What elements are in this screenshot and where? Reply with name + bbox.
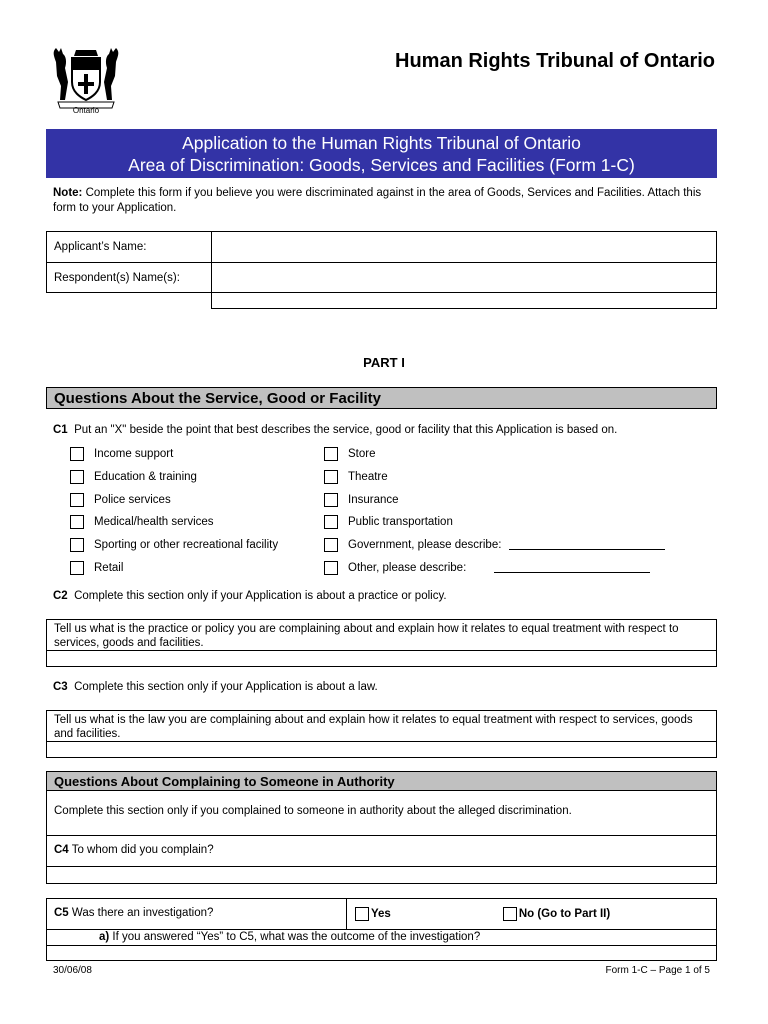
section-heading-service: Questions About the Service, Good or Facility (46, 387, 717, 409)
option-label: Medical/health services (94, 516, 214, 528)
c5-table (46, 898, 717, 961)
checkbox[interactable] (324, 447, 338, 461)
c5-number: C5 (54, 907, 69, 919)
other-describe-field[interactable] (494, 563, 650, 573)
c5a-number: a) (99, 931, 110, 943)
c5-yes-option[interactable] (355, 899, 391, 929)
part-title: PART I (363, 355, 405, 370)
checkbox[interactable] (70, 447, 84, 461)
option-theatre[interactable] (324, 469, 388, 485)
option-label: Theatre (348, 471, 388, 483)
option-label: Public transportation (348, 516, 453, 528)
option-label: Retail (94, 562, 124, 574)
option-insurance[interactable] (324, 492, 399, 508)
option-label: Police services (94, 494, 171, 506)
checkbox[interactable] (70, 561, 84, 575)
c5-no-option[interactable] (503, 899, 610, 929)
c2-answer-box[interactable] (46, 619, 717, 667)
form-title-banner (46, 129, 717, 178)
respondent-row (46, 262, 717, 293)
note-label: Note: (53, 187, 83, 199)
option-label: Sporting or other recreational facility (94, 539, 279, 551)
option-label: Insurance (348, 494, 399, 506)
respondent-name-field-extra[interactable] (211, 293, 717, 309)
c5-row (47, 899, 716, 930)
c2-number: C2 (53, 590, 68, 602)
checkbox[interactable] (324, 561, 338, 575)
c4-answer-field[interactable] (47, 867, 716, 883)
option-income-support[interactable] (70, 446, 173, 462)
option-store[interactable] (324, 446, 376, 462)
names-table (46, 231, 717, 293)
c3-prompt: Tell us what is the law you are complaining about and explain how it relates to equal treatment with respect to services, goods and facilities. (47, 711, 716, 742)
option-label: Store (348, 448, 376, 460)
option-retail[interactable] (70, 560, 123, 576)
authority-intro: Complete this section only if you complained to someone in authority about the alleged discrimination. (47, 790, 716, 836)
checkbox[interactable] (70, 493, 84, 507)
c5-text: Was there an investigation? (68, 907, 214, 919)
option-label: Other, please describe: (348, 562, 467, 574)
c2-answer-field[interactable] (47, 651, 716, 666)
question-c1 (53, 424, 617, 436)
option-other[interactable] (324, 560, 650, 576)
c4-text: To whom did you complain? (68, 844, 214, 856)
section-heading-authority: Questions About Complaining to Someone in Authority (46, 771, 717, 791)
c5-yes-label: Yes (371, 908, 391, 920)
checkbox[interactable] (70, 515, 84, 529)
c4-number: C4 (54, 844, 69, 856)
c5a-answer-field[interactable] (47, 946, 716, 960)
c2-text: Complete this section only if your Application is about a practice or policy. (74, 590, 447, 602)
c3-number: C3 (53, 681, 68, 693)
option-education-training[interactable] (70, 469, 197, 485)
c1-number: C1 (53, 424, 68, 436)
government-describe-field[interactable] (509, 540, 665, 550)
respondent-name-field[interactable] (212, 263, 716, 292)
checkbox[interactable] (324, 470, 338, 484)
form-note (53, 186, 718, 216)
checkbox[interactable] (324, 538, 338, 552)
form-title-line1: Application to the Human Rights Tribunal of Ontario (182, 133, 581, 153)
footer-page-number: Form 1-C – Page 1 of 5 (605, 965, 710, 976)
note-text: Complete this form if you believe you were discriminated against in the area of Goods, Services and Facilities. Attach this form to your Application. (53, 187, 702, 214)
question-c5a (47, 930, 716, 946)
footer-date: 30/06/08 (53, 965, 92, 976)
option-medical-health[interactable] (70, 514, 214, 530)
applicant-row (46, 231, 717, 262)
question-c4 (47, 836, 716, 867)
checkbox[interactable] (70, 470, 84, 484)
option-public-transportation[interactable] (324, 514, 453, 530)
c5a-text: If you answered “Yes” to C5, what was the outcome of the investigation? (109, 931, 481, 943)
question-c3 (53, 681, 378, 693)
applicant-name-label: Applicant’s Name: (47, 232, 212, 262)
c3-answer-box[interactable] (46, 710, 717, 758)
c2-prompt: Tell us what is the practice or policy you are complaining about and explain how it relates to equal treatment with respect to services, goods and facilities. (47, 620, 716, 651)
c1-text: Put an "X" beside the point that best describes the service, good or facility that this Application is based on. (74, 424, 618, 436)
checkbox[interactable] (503, 907, 517, 921)
logo-caption: Ontario (72, 106, 100, 115)
option-police-services[interactable] (70, 492, 171, 508)
checkbox[interactable] (324, 515, 338, 529)
c5-no-label: No (Go to Part II) (518, 908, 611, 920)
option-label: Education & training (94, 471, 197, 483)
c3-answer-field[interactable] (47, 742, 716, 757)
option-label: Income support (94, 448, 174, 460)
checkbox[interactable] (355, 907, 369, 921)
org-title: Human Rights Tribunal of Ontario (395, 50, 715, 72)
question-c5 (47, 899, 347, 929)
respondent-name-label: Respondent(s) Name(s): (47, 263, 212, 292)
authority-table (46, 790, 717, 884)
applicant-name-field[interactable] (212, 232, 716, 262)
option-sporting-recreational[interactable] (70, 537, 278, 553)
checkbox[interactable] (324, 493, 338, 507)
question-c2 (53, 590, 447, 602)
c3-text: Complete this section only if your Application is about a law. (74, 681, 378, 693)
option-label: Government, please describe: (348, 539, 502, 551)
form-title-line2: Area of Discrimination: Goods, Services and Facilities (Form 1-C) (128, 155, 635, 175)
option-government[interactable] (324, 537, 665, 553)
checkbox[interactable] (70, 538, 84, 552)
